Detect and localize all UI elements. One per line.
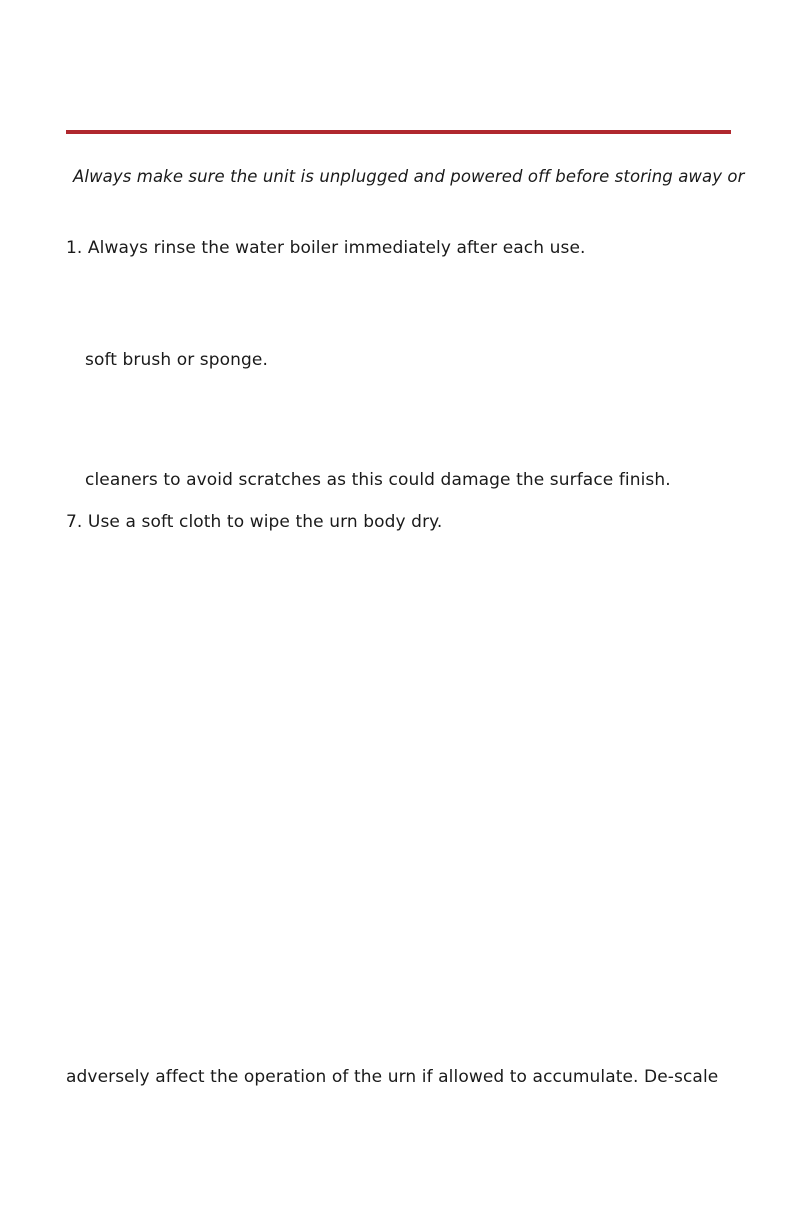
step-7-text: 7. Use a soft cloth to wipe the urn body dry.: [66, 512, 443, 532]
intro-note: Always make sure the unit is unplugged and powered off before storing away or: [73, 167, 745, 186]
section-divider: [66, 130, 731, 134]
step-continuation-cleaners: cleaners to avoid scratches as this could damage the surface finish.: [85, 470, 671, 490]
step-continuation-soft-brush: soft brush or sponge.: [85, 350, 268, 370]
step-1-text: 1. Always rinse the water boiler immediately after each use.: [66, 238, 586, 258]
descale-text: adversely affect the operation of the urn if allowed to accumulate. De-scale: [66, 1067, 719, 1087]
